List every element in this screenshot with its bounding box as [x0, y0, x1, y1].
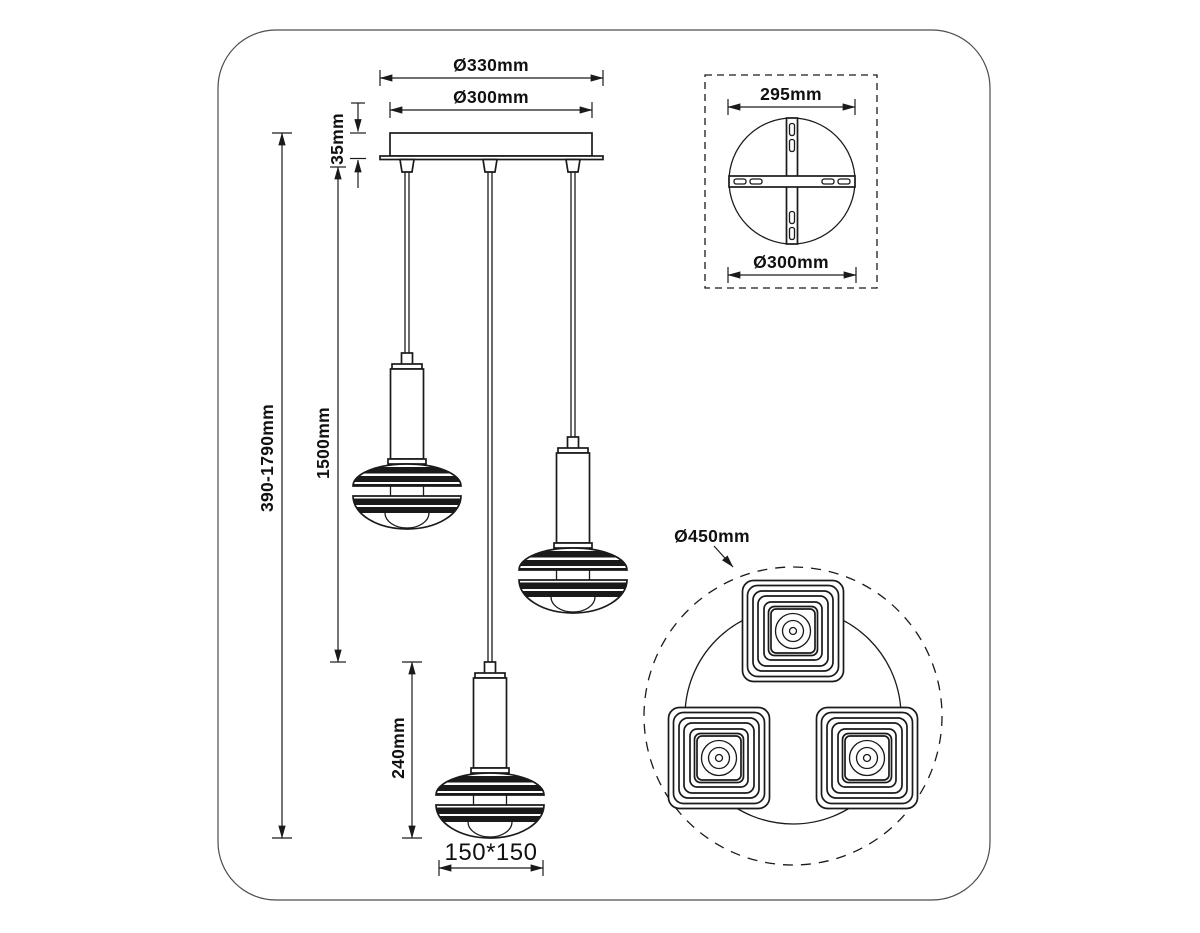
cord-grip — [400, 160, 414, 173]
cord-grip — [566, 160, 580, 173]
canopy-plate-diameter-label: Ø330mm — [453, 55, 529, 75]
square-shade-right — [817, 708, 918, 809]
square-shade-top — [743, 581, 844, 682]
overall-height-label: 390-1790mm — [257, 403, 277, 513]
square-shade-left — [669, 708, 770, 809]
cord-length-label: 1500mm — [313, 407, 333, 479]
canopy-body-diameter-label: Ø300mm — [453, 87, 529, 107]
cord-grip — [483, 160, 497, 173]
bracket-width-label: 295mm — [760, 84, 822, 104]
pendant-height-label: 240mm — [388, 717, 408, 779]
layout-diameter-label: Ø450mm — [674, 526, 750, 546]
shade-size-label: 150*150 — [444, 839, 538, 866]
canopy-height-label: 35mm — [327, 113, 347, 165]
canopy-diameter-top-label: Ø300mm — [753, 252, 829, 272]
ceiling-canopy — [380, 133, 603, 172]
